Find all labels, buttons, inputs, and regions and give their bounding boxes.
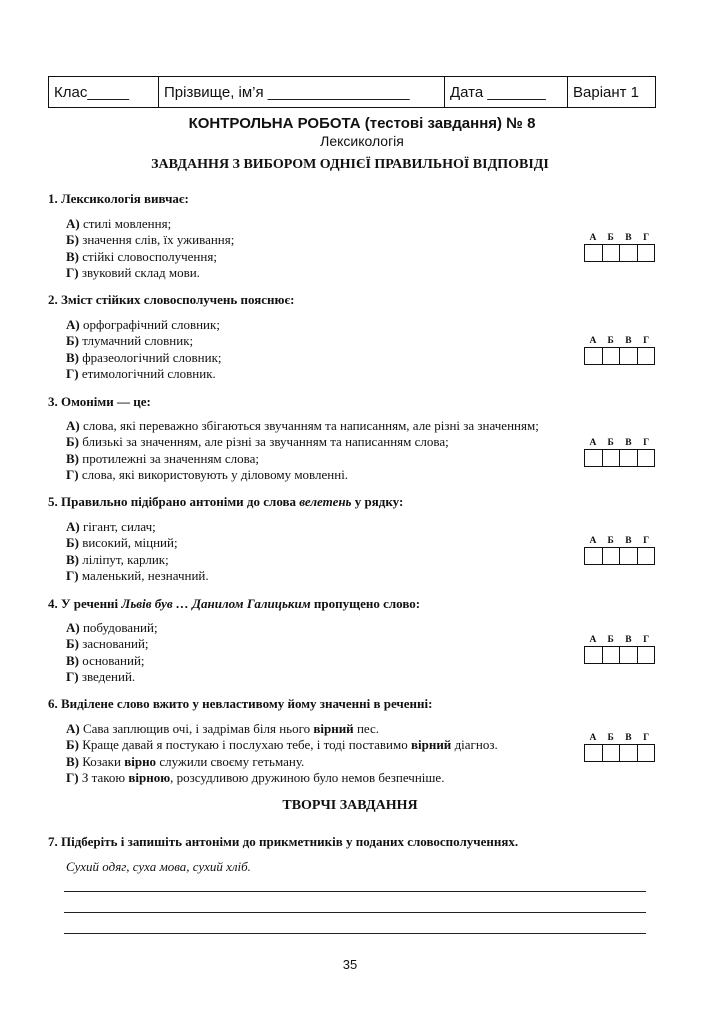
answer-box[interactable] <box>603 647 621 663</box>
option-a: А) стилі мовлення; <box>66 216 172 231</box>
answer-box[interactable] <box>585 245 603 261</box>
answer-box[interactable] <box>585 548 603 564</box>
option-c: В) фразеологічний словник; <box>66 349 222 365</box>
answer-grid-1: А Б В Г <box>584 233 655 262</box>
question-2: 2. Зміст стійких словосполучень пояснює: <box>48 292 295 307</box>
answer-grid-6: А Б В Г <box>584 733 655 762</box>
student-info-header <box>48 76 656 108</box>
answer-box[interactable] <box>620 548 638 564</box>
option-a: А) орфографічний словник; <box>66 317 220 332</box>
answer-grid-5: А Б В Г <box>584 536 655 565</box>
class-field: Клас_____ <box>49 77 159 107</box>
question-5: 5. Правильно підібрано антоніми до слова велетень у рядку: <box>48 494 404 509</box>
option-c: В) Козаки вірно служили своєму гетьману. <box>66 753 305 769</box>
answer-box[interactable] <box>620 348 638 364</box>
answer-box[interactable] <box>620 450 638 466</box>
option-d: Г) маленький, незначний. <box>66 567 209 583</box>
question-7-example: Сухий одяг, суха мова, сухий хліб. <box>66 859 251 874</box>
answer-grid-3: А Б В Г <box>584 438 655 467</box>
option-d: Г) З такою вірною, розсудливою дружиною було немов безпечніше. <box>66 769 445 785</box>
answer-box[interactable] <box>638 745 655 761</box>
option-d: Г) зведений. <box>66 668 136 684</box>
page-subtitle: Лексикологія <box>320 133 404 149</box>
answer-box[interactable] <box>585 647 603 663</box>
answer-box[interactable] <box>638 245 655 261</box>
date-field: Дата _______ <box>445 77 568 107</box>
page-title: КОНТРОЛЬНА РОБОТА (тестові завдання) № 8 <box>188 115 536 132</box>
answer-box[interactable] <box>585 450 603 466</box>
answer-box[interactable] <box>638 548 655 564</box>
option-d: Г) етимологічний словник. <box>66 365 216 381</box>
option-d: Г) звуковий склад мови. <box>66 264 200 280</box>
variant-label: Варіант 1 <box>573 83 640 101</box>
answer-grid-4: А Б В Г <box>584 635 655 664</box>
answer-box[interactable] <box>620 647 638 663</box>
option-c: В) стійкі словосполучення; <box>66 248 217 264</box>
answer-box[interactable] <box>638 450 655 466</box>
answer-box[interactable] <box>620 745 638 761</box>
option-c: В) протилежні за значенням слова; <box>66 450 260 466</box>
question-2-options <box>66 317 222 382</box>
question-3: 3. Омоніми — це: <box>48 394 151 409</box>
option-c: В) ліліпут, карлик; <box>66 551 169 567</box>
option-b: Б) заснований; <box>66 636 149 652</box>
question-1: 1. Лексикологія вивчає: <box>48 191 189 206</box>
answer-box[interactable] <box>603 450 621 466</box>
question-4: 4. У реченні Львів був … Данилом Галицьким пропущено слово: <box>48 596 421 611</box>
answer-box[interactable] <box>585 745 603 761</box>
answer-box[interactable] <box>620 245 638 261</box>
section-heading-creative: ТВОРЧІ ЗАВДАННЯ <box>282 798 418 813</box>
answer-box[interactable] <box>638 348 655 364</box>
answer-line[interactable] <box>64 891 646 892</box>
answer-box[interactable] <box>603 548 621 564</box>
option-a: А) Сава заплющив очі, і задрімав біля нього вірний пес. <box>66 721 380 736</box>
name-field: Прізвище, ім’я _________________ <box>159 77 445 107</box>
question-3-options <box>66 418 539 483</box>
answer-box[interactable] <box>603 348 621 364</box>
answer-box[interactable] <box>603 745 621 761</box>
option-b: Б) близькі за значенням, але різні за звучанням та написанням слова; <box>66 434 449 450</box>
option-d: Г) слова, які використовують у діловому мовленні. <box>66 466 349 482</box>
section-heading-choice: ЗАВДАННЯ З ВИБОРОМ ОДНІЄЇ ПРАВИЛЬНОЇ ВІДПОВІДІ <box>151 157 549 172</box>
option-b: Б) значення слів, їх уживання; <box>66 232 235 248</box>
answer-line[interactable] <box>64 912 646 913</box>
answer-line[interactable] <box>64 933 646 934</box>
question-1-options <box>66 216 234 281</box>
option-b: Б) тлумачний словник; <box>66 333 194 349</box>
answer-grid-2: А Б В Г <box>584 336 655 365</box>
option-b: Б) Краще давай я постукаю і послухаю тебе, і тоді поставимо вірний діагноз. <box>66 737 498 753</box>
option-b: Б) високий, міцний; <box>66 535 178 551</box>
question-7: 7. Підберіть і запишіть антоніми до прикметників у поданих словосполученнях. <box>48 834 519 849</box>
option-a: А) побудований; <box>66 620 158 635</box>
option-c: В) оснований; <box>66 652 145 668</box>
answer-box[interactable] <box>585 348 603 364</box>
question-5-options <box>66 519 209 584</box>
answer-box[interactable] <box>603 245 621 261</box>
question-4-options <box>66 620 158 685</box>
question-6: 6. Виділене слово вжито у невластивому йому значенні в реченні: <box>48 696 433 711</box>
option-a: А) слова, які переважно збігаються звучанням та написанням, але різні за значенням; <box>66 418 539 433</box>
answer-box[interactable] <box>638 647 655 663</box>
page-number: 35 <box>342 957 358 972</box>
question-6-options <box>66 721 498 786</box>
option-a: А) гігант, силач; <box>66 519 156 534</box>
